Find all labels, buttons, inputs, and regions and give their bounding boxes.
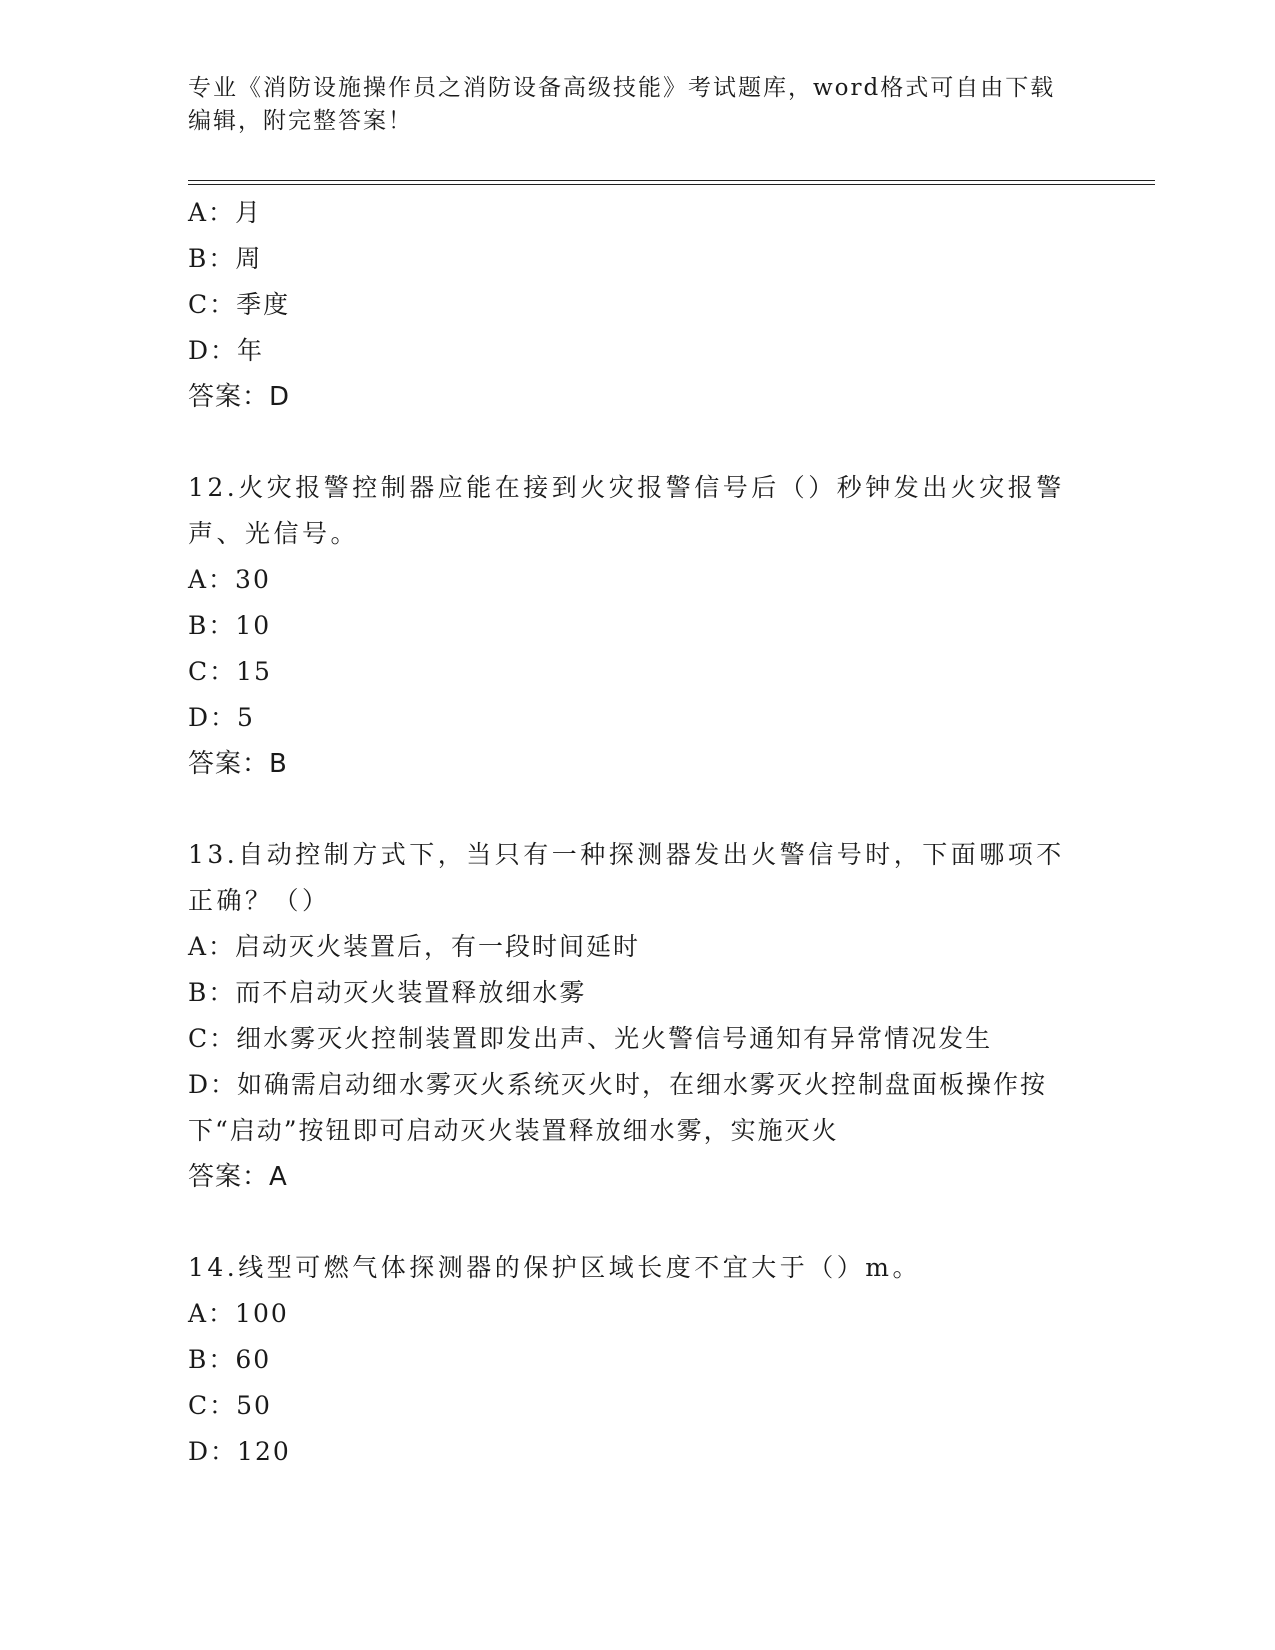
question-11	[188, 190, 1088, 420]
option-a: A：月	[188, 198, 263, 227]
option-d: D：5	[188, 703, 255, 732]
question-stem: 12.火灾报警控制器应能在接到火灾报警信号后（）秒钟发出火灾报警声、光信号。	[188, 473, 1065, 548]
option-d: D：如确需启动细水雾灭火系统灭火时，在细水雾灭火控制盘面板操作按下“启动”按钮即可启动灭火装置释放细水雾，实施灭火	[188, 1070, 1048, 1145]
option-d: D：年	[188, 336, 265, 365]
page-header-text: 专业《消防设施操作员之消防设备高级技能》考试题库，word格式可自由下载编辑，附完整答案！	[188, 75, 1056, 134]
question-stem: 14.线型可燃气体探测器的保护区域长度不宜大于（）m。	[188, 1253, 921, 1282]
option-b: B：60	[188, 1345, 272, 1374]
option-a: A：启动灭火装置后，有一段时间延时	[188, 932, 641, 961]
option-c: C：细水雾灭火控制装置即发出声、光火警信号通知有异常情况发生	[188, 1024, 993, 1053]
option-d: D：120	[188, 1437, 291, 1466]
option-b: B：10	[188, 611, 272, 640]
option-b: B：而不启动灭火装置释放细水雾	[188, 978, 587, 1007]
option-a: A：30	[188, 565, 271, 594]
option-c: C：季度	[188, 290, 291, 319]
option-a: A：100	[188, 1299, 289, 1328]
answer-line: 答案：A	[188, 1162, 288, 1192]
question-13	[188, 832, 1088, 1200]
option-c: C：15	[188, 657, 272, 686]
question-stem: 13.自动控制方式下，当只有一种探测器发出火警信号时，下面哪项不正确？（）	[188, 840, 1065, 915]
answer-line: 答案：D	[188, 382, 291, 412]
option-b: B：周	[188, 244, 263, 273]
question-list	[188, 190, 1088, 1475]
header-divider-line	[188, 184, 1155, 185]
question-14	[188, 1245, 1088, 1475]
answer-line: 答案：B	[188, 749, 288, 779]
header-divider-line	[188, 180, 1155, 181]
question-12	[188, 465, 1088, 787]
option-c: C：50	[188, 1391, 272, 1420]
